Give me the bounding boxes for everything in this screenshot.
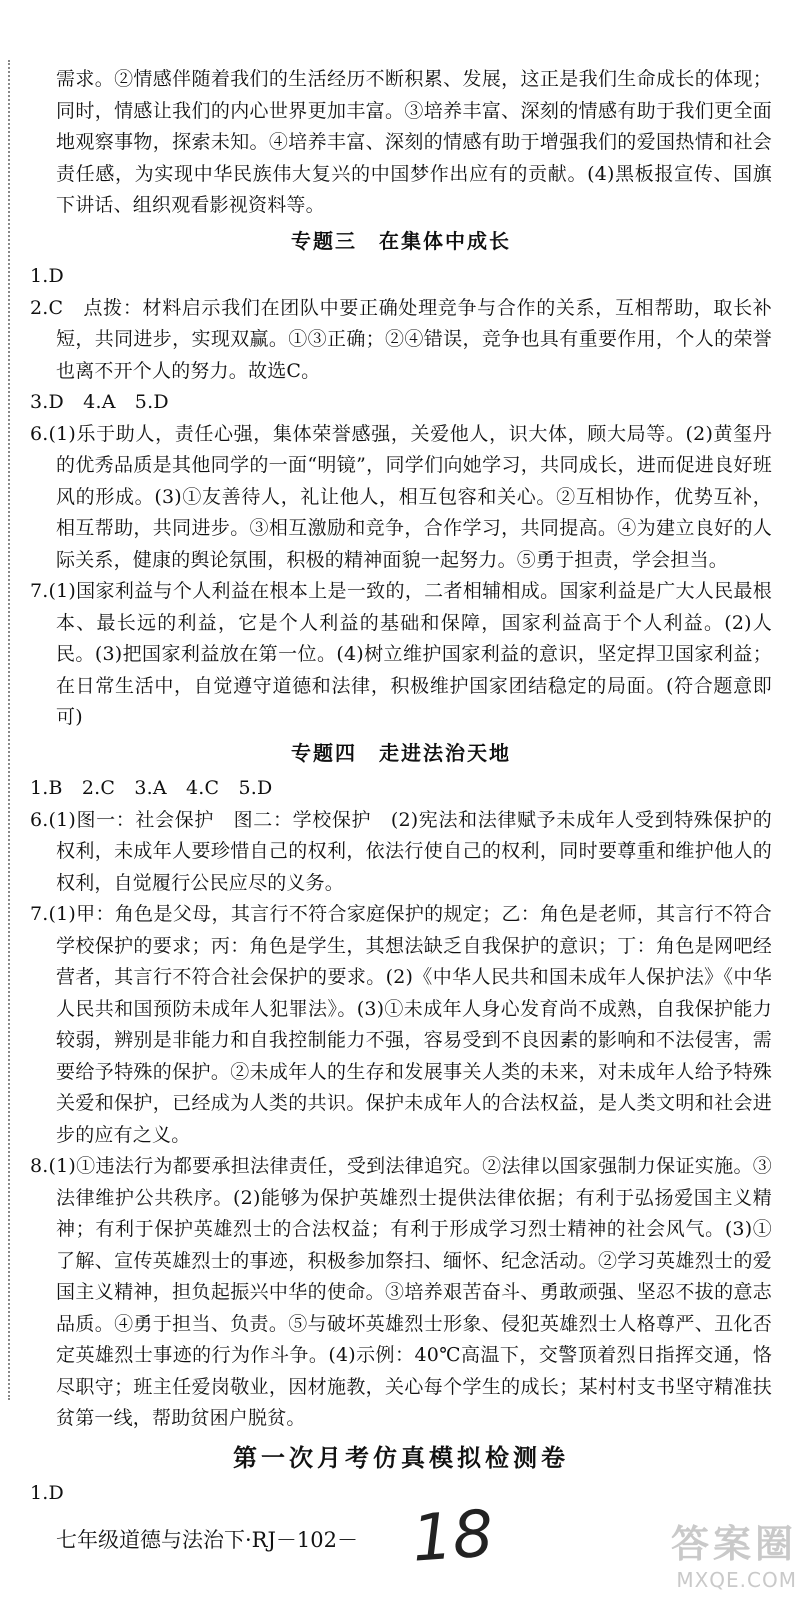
handwritten-page-number: 18: [409, 1497, 496, 1577]
answer-item: 1.D: [30, 1482, 64, 1504]
answer-item: 8.(1)①违法行为都要承担法律责任，受到法律追究。②法律以国家强制力保证实施。③法律维护公共秩序。(2)能够为保护英雄烈士提供法律依据；有利于弘扬爱国主义精神；有利于保护英雄烈士的合法权益；有利于形成学习烈士精神的社会风气。(3)①了解、宣传英雄烈士的事迹，积极参加祭扫、缅怀、纪念活动。②学习英雄烈士的爱国主义精神，担负起振兴中华的使命。③培养艰苦奋斗、勇敢顽强、坚忍不拔的意志品质。④勇于担当、负责。⑤与破坏英雄烈士形象、侵犯英雄烈士人格尊严、丑化否定英雄烈士事迹的行为作斗争。(4)示例：40℃高温下，交警顶着烈日指挥交通，恪尽职守；班主任爱岗敬业，因材施教，关心每个学生的成长；某村村支书坚守精准扶贫第一线，帮助贫困户脱贫。: [30, 1155, 772, 1429]
section-heading-exam: 第一次月考仿真模拟检测卷: [233, 1443, 569, 1472]
section-3-number: 专题三: [291, 228, 357, 253]
watermark-url: MXQE.COM: [676, 1568, 797, 1592]
page-footer: 七年级道德与法治下·RJ－102－: [56, 1528, 358, 1552]
answer-item: 7.(1)国家利益与个人利益在根本上是一致的，二者相辅相成。国家利益是广大人民最根本、最长远的利益，它是个人利益的基础和保障，国家利益高于个人利益。(2)人民。(3)把国家利益放在第一位。(4)树立维护国家利益的意识，坚定捍卫国家利益；在日常生活中，自觉遵守道德和法律，积极维护国家团结稳定的局面。(符合题意即可): [30, 580, 772, 728]
answer-item: 3.D 4.A 5.D: [30, 391, 169, 413]
section-3-title: 在集体中成长: [379, 228, 511, 253]
section-4-title: 走进法治天地: [379, 740, 511, 765]
answer-item: 7.(1)甲：角色是父母，其言行不符合家庭保护的规定；乙：角色是老师，其言行不符合学校保护的要求；丙：角色是学生，其想法缺乏自我保护的意识；丁：角色是网吧经营者，其言行不符合社会保护的要求。(2)《中华人民共和国未成年人保护法》《中华人民共和国预防未成年人犯罪法》。(3)①未成年人身心发育尚不成熟，自我保护能力较弱，辨别是非能力和自我控制能力不强，容易受到不良因素的影响和不法侵害，需要给予特殊的保护。②未成年人的生存和发展事关人类的未来，对未成年人给予特殊关爱和保护，已经成为人类的共识。保护未成年人的合法权益，是人类文明和社会进步的应有之义。: [30, 903, 772, 1146]
answer-item: 1.D: [30, 265, 64, 287]
answer-item: 6.(1)乐于助人，责任心强，集体荣誉感强，关爱他人，识大体，顾大局等。(2)黄玺丹的优秀品质是其他同学的一面“明镜”，同学们向她学习，共同成长，进而促进良好班风的形成。(3)①友善待人，礼让他人，相互包容和关心。②互相协作，优势互补，相互帮助，共同进步。③相互激励和竞争，合作学习，共同提高。④为建立良好的人际关系，健康的舆论氛围，积极的精神面貌一起努力。⑤勇于担责，学会担当。: [30, 422, 772, 571]
watermark-logo: [671, 1513, 797, 1592]
watermark-text: 答案圈: [670, 1522, 797, 1566]
answer-page-content: [30, 64, 772, 1510]
intro-paragraph: 需求。②情感伴随着我们的生活经历不断积累、发展，这正是我们生命成长的体现；同时，情感让我们的内心世界更加丰富。③培养丰富、深刻的情感有助于我们更全面地观察事物，探索未知。④培养丰富、深刻的情感有助于增强我们的爱国热情和社会责任感，为实现中华民族伟大复兴的中国梦作出应有的贡献。(4)黑板报宣传、国旗下讲话、组织观看影视资料等。: [56, 68, 772, 216]
section-4-number: 专题四: [291, 740, 357, 765]
answer-item: 1.B 2.C 3.A 4.C 5.D: [30, 777, 273, 799]
section-heading-3: [30, 226, 772, 258]
answer-item: 2.C 点拨：材料启示我们在团队中要正确处理竞争与合作的关系，互相帮助，取长补短，共同进步，实现双赢。①③正确；②④错误，竞争也具有重要作用，个人的荣誉也离不开个人的努力。故选C。: [30, 296, 772, 382]
binding-line: [8, 60, 10, 1400]
answer-item: 6.(1)图一：社会保护 图二：学校保护 (2)宪法和法律赋予未成年人受到特殊保护的权利，未成年人要珍惜自己的权利，依法行使自己的权利，同时要尊重和维护他人的权利，自觉履行公民应尽的义务。: [30, 808, 772, 894]
section-heading-4: [30, 738, 772, 770]
